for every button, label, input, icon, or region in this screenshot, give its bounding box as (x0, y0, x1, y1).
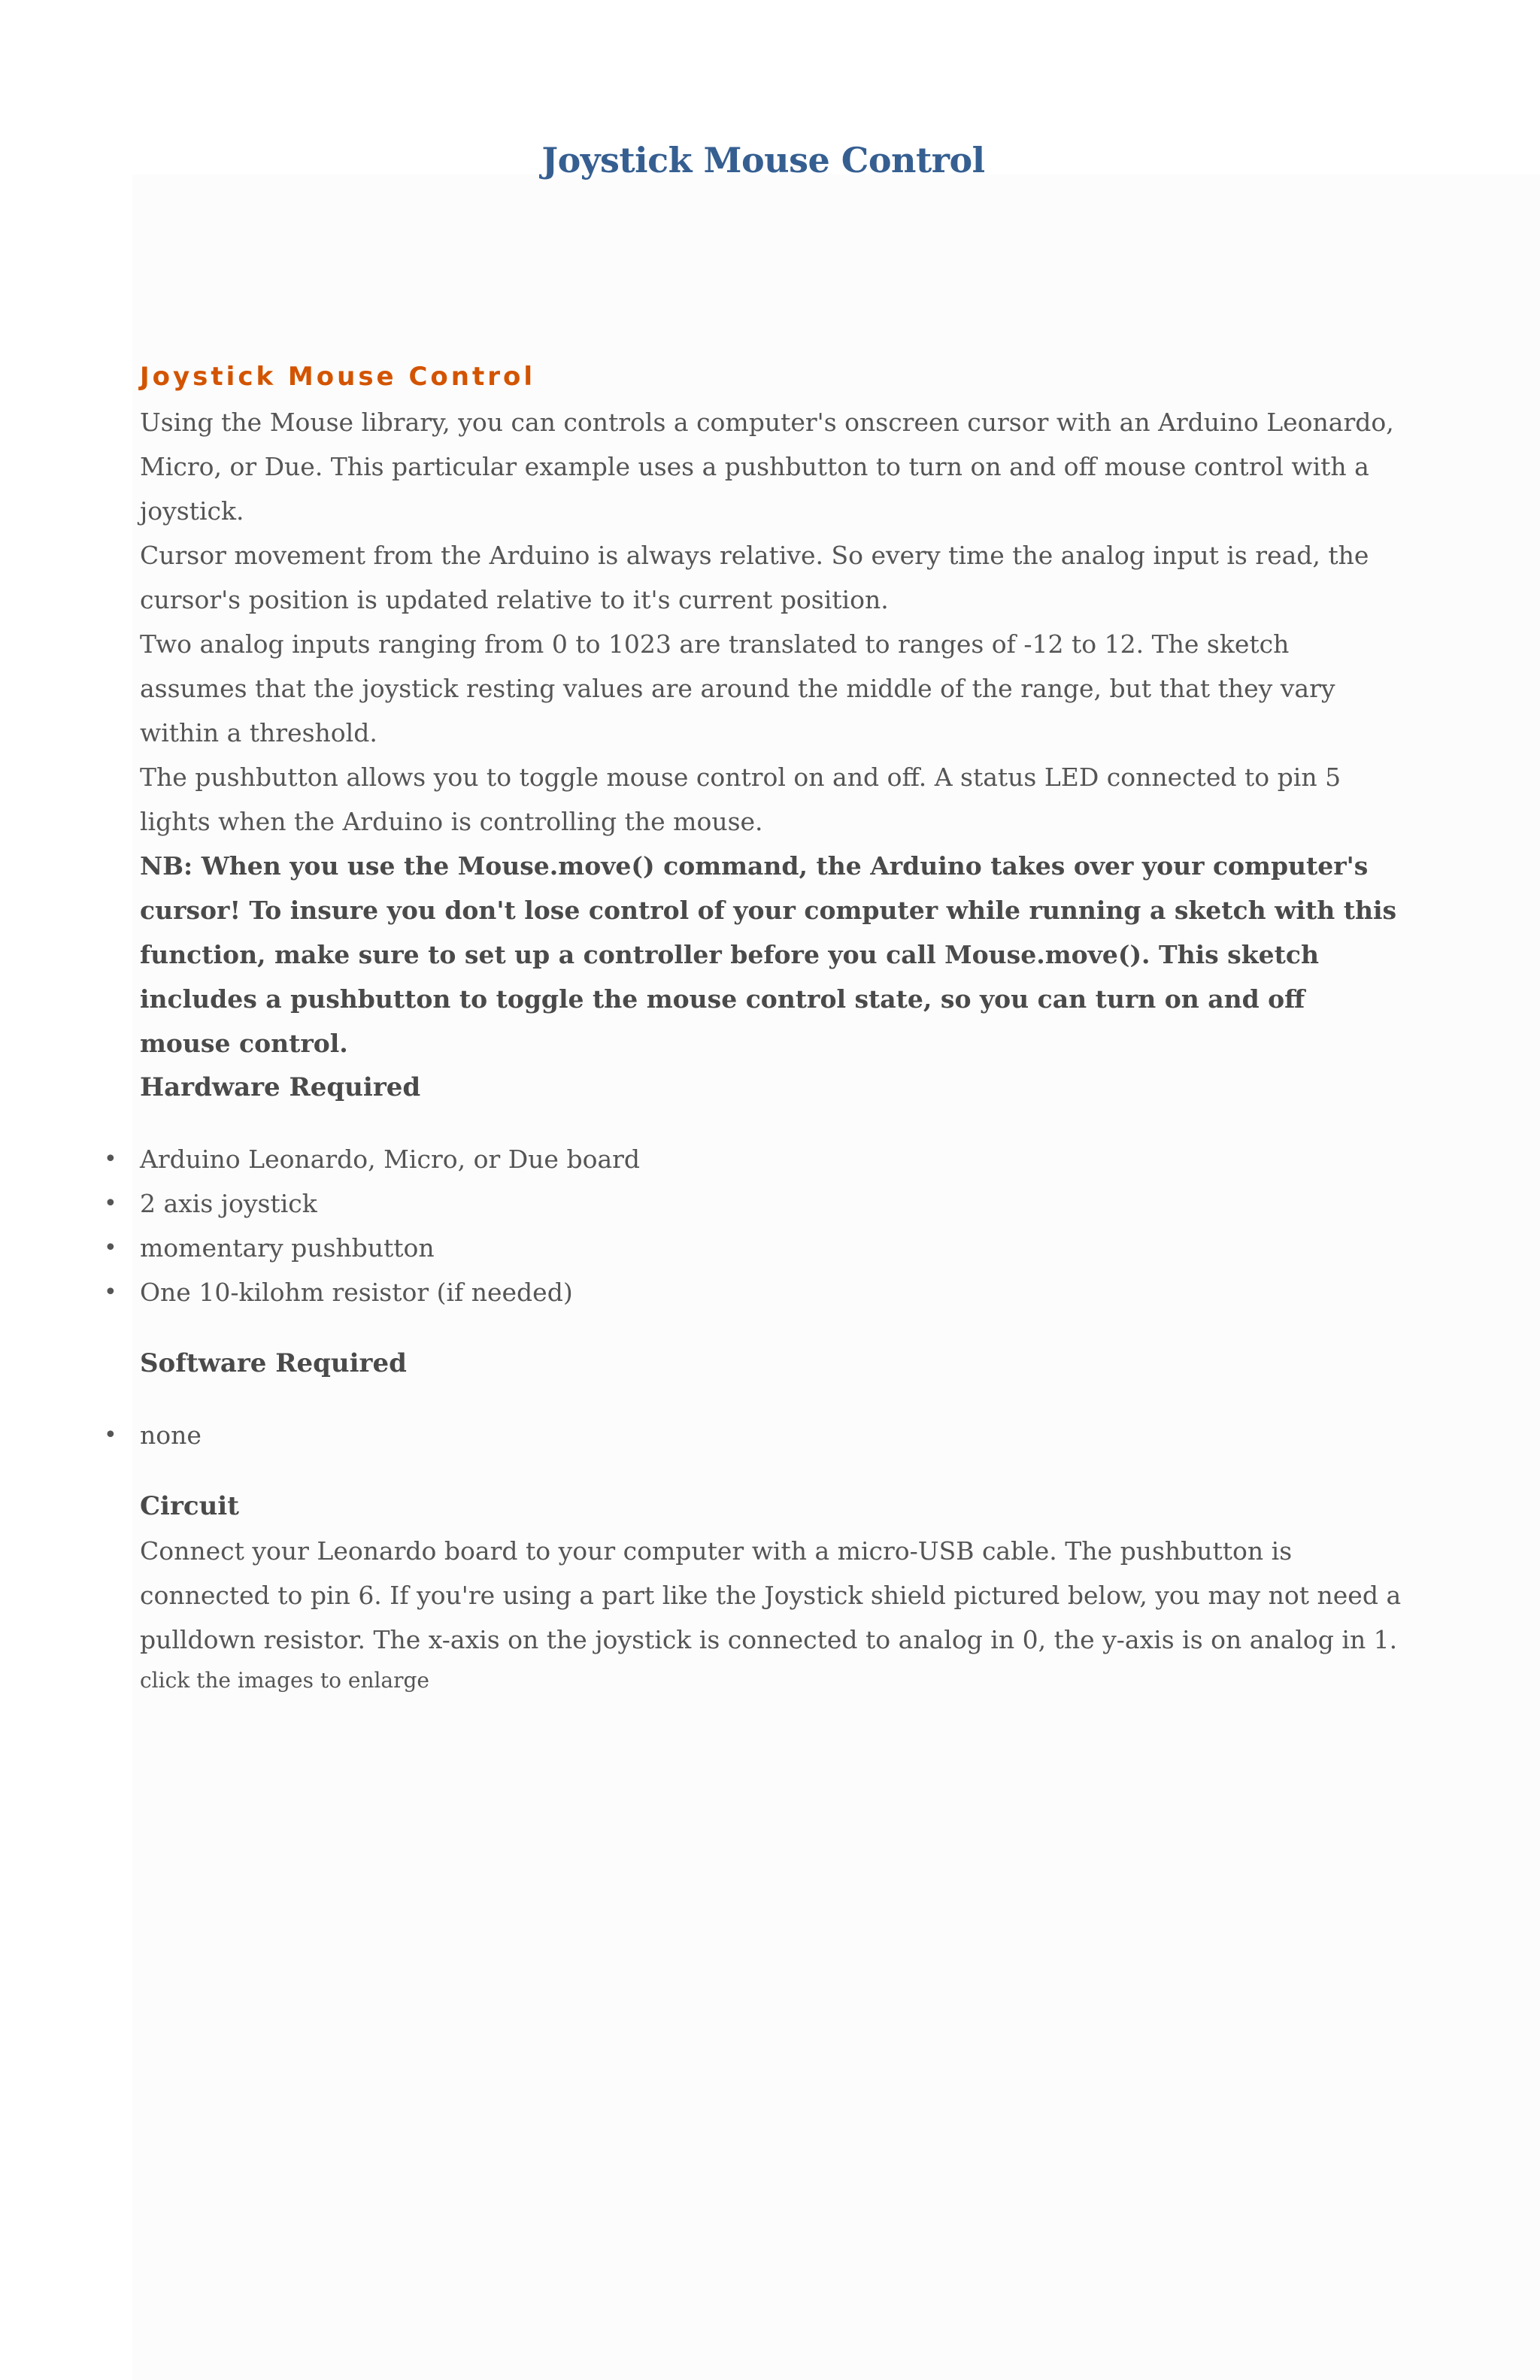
list-item: • Arduino Leonardo, Micro, or Due board (0, 1137, 1403, 1181)
hardware-heading: Hardware Required (140, 1072, 421, 1102)
list-item: • One 10-kilohm resistor (if needed) (0, 1270, 1403, 1314)
bullet-icon: • (104, 1279, 117, 1305)
page-title: Joystick Mouse Control (541, 140, 985, 180)
software-heading: Software Required (140, 1348, 407, 1378)
bullet-icon: • (104, 1146, 117, 1172)
intro-paragraph-2: Cursor movement from the Arduino is always relative. So every time the analog input is read, the cursor's position is updated relative to it's current position. (140, 541, 1369, 614)
enlarge-note: click the images to enlarge (140, 1668, 429, 1693)
software-list (0, 1413, 1403, 1457)
hardware-list (0, 1137, 1403, 1314)
intro-paragraph-1: Using the Mouse library, you can controls a computer's onscreen cursor with an Arduino Leonardo, Micro, or Due. This particular example uses a pushbutton to turn on and off mouse control with a joystick. (140, 408, 1394, 526)
circuit-heading: Circuit (140, 1491, 239, 1521)
bullet-icon: • (104, 1190, 117, 1217)
list-item: • none (0, 1413, 1403, 1457)
intro-paragraph-4: The pushbutton allows you to toggle mouse control on and off. A status LED connected to pin 5 lights when the Arduino is controlling the mouse. (140, 763, 1341, 836)
section-heading: Joystick Mouse Control (140, 362, 535, 392)
bullet-icon: • (104, 1235, 117, 1261)
bullet-icon: • (104, 1422, 117, 1448)
list-item: • 2 axis joystick (0, 1181, 1403, 1226)
circuit-description: Connect your Leonardo board to your computer with a micro-USB cable. The pushbutton is connected to pin 6. If you're using a part like the Joystick shield pictured below, you may not need a pulldown resistor. The x-axis on the joystick is connected to analog in 0, the y-axis is on analog in 1. (140, 1536, 1402, 1654)
intro-paragraph-3: Two analog inputs ranging from 0 to 1023 are translated to ranges of -12 to 12. The sketch assumes that the joystick resting values are around the middle of the range, but that they vary within a threshold. (140, 629, 1335, 747)
warning-note: NB: When you use the Mouse.move() command, the Arduino takes over your computer's cursor! To insure you don't lose control of your computer while running a sketch with this function, make sure to set up a controller before you call Mouse.move(). This sketch includes a pushbutton to toggle the mouse control state, so you can turn on and off mouse control. (140, 851, 1397, 1058)
list-item: • momentary pushbutton (0, 1226, 1403, 1270)
article-body (104, 359, 1403, 1699)
